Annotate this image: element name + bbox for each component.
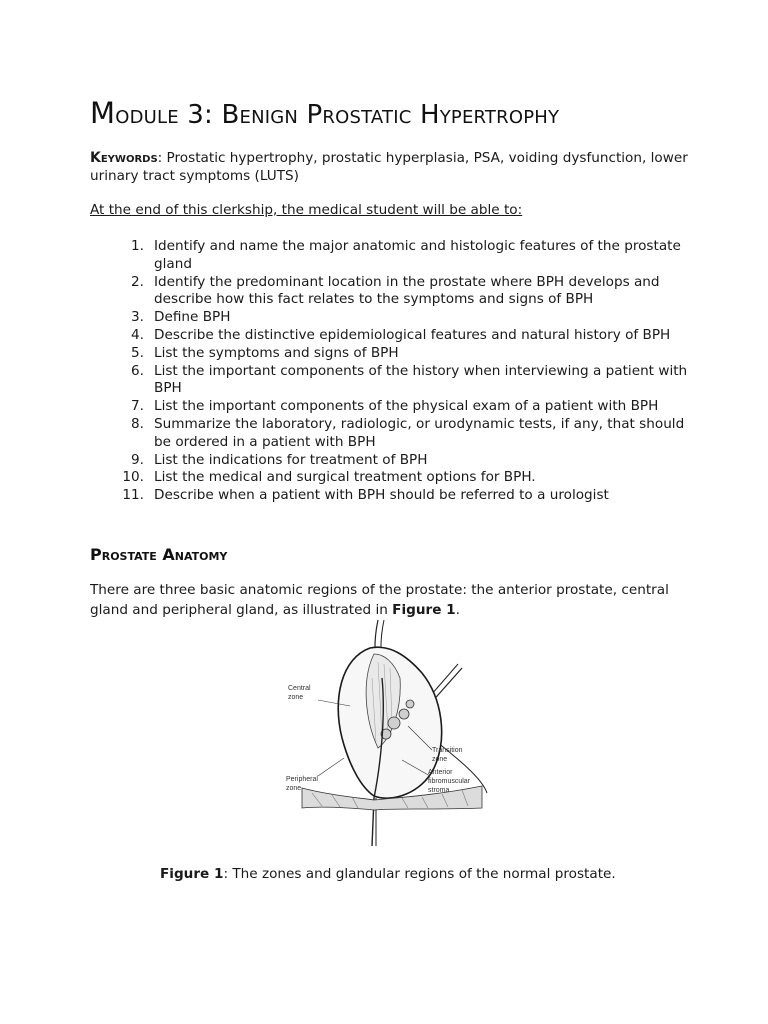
transition-nodule (406, 700, 414, 708)
item-text: List the indications for treatment of BPH (154, 451, 428, 468)
list-item (110, 309, 690, 327)
item-number: 9. (131, 451, 144, 468)
title-rest: odule 3: Benign Prostatic Hypertrophy (115, 100, 560, 130)
item-text: Summarize the laboratory, radiologic, or urodynamic tests, if any, that should be ordered in a patient with BPH (154, 415, 685, 450)
keywords-text: : Prostatic hypertrophy, prostatic hyperplasia, PSA, voiding dysfunction, lower urinary tract symptoms (LUTS) (90, 150, 688, 184)
page-title (90, 96, 559, 130)
paragraph-end: . (455, 601, 460, 618)
item-number: 3. (131, 309, 144, 326)
item-number: 1. (131, 238, 144, 254)
anterior-stroma-label-2: fibromuscular (428, 778, 471, 785)
caption-text: : The zones and glandular regions of the normal prostate. (223, 866, 616, 882)
item-text: List the medical and surgical treatment options for BPH. (154, 469, 536, 486)
list-item (110, 416, 690, 452)
list-item (110, 327, 690, 345)
transition-nodule (388, 717, 400, 729)
list-item (110, 469, 690, 487)
objectives-intro: At the end of this clerkship, the medical student will be able to: (90, 202, 523, 218)
anterior-stroma-label: Anterior (428, 769, 453, 776)
list-item (110, 452, 690, 470)
figure-reference: Figure 1 (392, 601, 456, 618)
transition-zone-label: Transition (432, 747, 463, 754)
item-number: 11. (122, 487, 144, 504)
title-initial: M (90, 96, 116, 130)
central-zone-label-2: zone (288, 694, 304, 701)
anterior-stroma-label-3: stroma (428, 787, 450, 794)
item-text: Identify the predominant location in the prostate where BPH develops and describe how this fact relates to the symptoms and signs of BPH (154, 273, 660, 308)
caption-label: Figure 1 (160, 866, 224, 882)
item-text: Define BPH (154, 309, 231, 326)
item-text: List the important components of the physical exam of a patient with BPH (154, 398, 659, 415)
list-item (110, 487, 690, 505)
prostate-illustration (282, 618, 492, 846)
item-text: Identify and name the major anatomic and histologic features of the prostate gland (154, 238, 681, 272)
objectives-list (110, 238, 690, 505)
item-text: List the important components of the history when interviewing a patient with BPH (154, 362, 688, 397)
central-zone-label: Central (288, 685, 311, 692)
item-number: 5. (131, 344, 144, 361)
list-item (110, 274, 690, 310)
item-number: 4. (131, 326, 144, 343)
item-text: Describe when a patient with BPH should be referred to a urologist (154, 487, 609, 504)
item-text: List the symptoms and signs of BPH (154, 344, 399, 361)
item-number: 6. (131, 362, 144, 379)
transition-nodule (399, 709, 409, 719)
paragraph-text: There are three basic anatomic regions of the prostate: the anterior prostate, central gland and peripheral gland, as illustrated in (90, 582, 669, 618)
prostate-zones-figure (282, 618, 492, 846)
peripheral-zone-label-2: zone (286, 785, 302, 792)
item-number: 8. (131, 415, 144, 432)
list-item (110, 238, 690, 274)
keywords-label: Keywords (90, 150, 158, 166)
peripheral-zone-pointer (318, 758, 344, 776)
item-number: 2. (131, 273, 144, 290)
list-item (110, 363, 690, 399)
item-number: 7. (131, 398, 144, 415)
figure-caption (160, 866, 616, 882)
section-heading: Prostate Anatomy (90, 545, 228, 564)
keywords-paragraph (90, 149, 690, 185)
item-number: 10. (122, 469, 144, 486)
section-paragraph (90, 581, 690, 620)
list-item (110, 345, 690, 363)
list-item (110, 398, 690, 416)
peripheral-zone-label: Peripheral (286, 776, 318, 783)
item-text: Describe the distinctive epidemiological features and natural history of BPH (154, 326, 671, 343)
transition-zone-label-2: zone (432, 756, 448, 763)
